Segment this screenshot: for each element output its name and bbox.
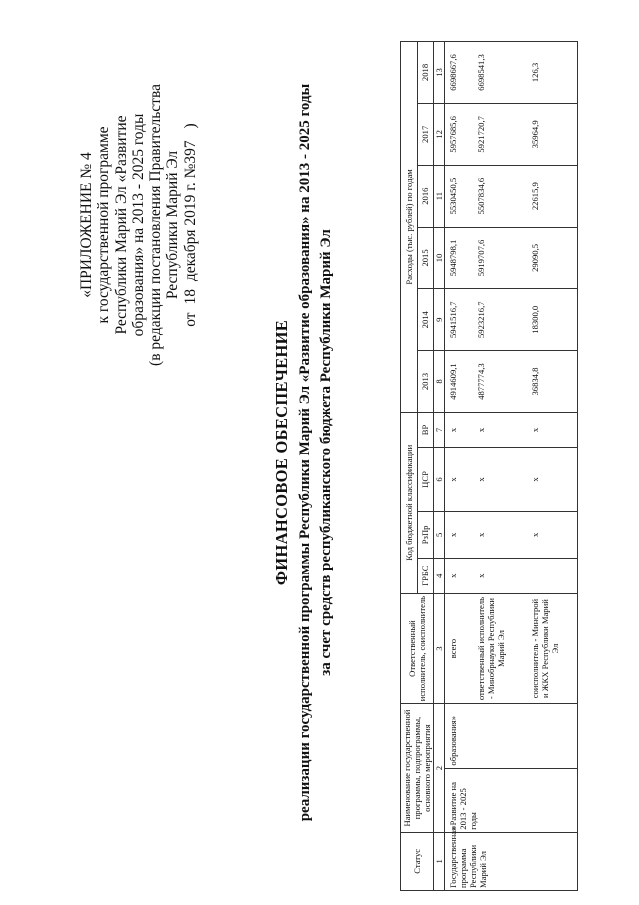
col-number: 10: [434, 227, 445, 289]
col-number: 5: [434, 512, 445, 559]
rzpr-cell: x: [529, 512, 578, 559]
rzpr-cell: x: [475, 512, 529, 559]
value-cell: 5941516,7: [445, 289, 476, 351]
value-cell: 5957685,6: [445, 103, 476, 165]
program-name-cell: «Развитие на 2013 - 2025 годы: [445, 768, 578, 832]
header-name: Наименование государственной программы, подпрограммы, основного мероприятия: [401, 704, 434, 832]
header-grbs: ГРБС: [417, 558, 434, 593]
appendix-line-6: Республики Марий Эл: [164, 150, 182, 300]
value-cell: 5530450,5: [445, 165, 476, 227]
grbs-cell: [529, 558, 578, 593]
col-number: 7: [434, 412, 445, 447]
executor-cell: ответственный исполнитель - Минобрнауки Республики Марий Эл: [475, 593, 529, 704]
header-year-2017: 2017: [417, 103, 434, 165]
grbs-cell: x: [445, 558, 476, 593]
col-number: 13: [434, 42, 445, 104]
date-number: 397: [181, 140, 199, 164]
appendix-date-line: [182, 65, 199, 385]
document-subtitle-2: за счет средств республиканского бюджета Республики Марий Эл: [318, 229, 334, 676]
value-cell: 18300,0: [529, 289, 578, 351]
col-number: 6: [434, 447, 445, 511]
value-cell: 36834,8: [529, 351, 578, 413]
rzpr-cell: x: [445, 512, 476, 559]
header-csr: ЦСР: [417, 447, 434, 511]
value-cell: 22615,9: [529, 165, 578, 227]
value-cell: 126,3: [529, 42, 578, 104]
header-year-2014: 2014: [417, 289, 434, 351]
col-number: 2: [434, 704, 445, 832]
header-year-2018: 2018: [417, 42, 434, 104]
header-year-2016: 2016: [417, 165, 434, 227]
csr-cell: x: [445, 447, 476, 511]
value-cell: 6698541,3: [475, 42, 529, 104]
vr-cell: x: [445, 412, 476, 447]
csr-cell: x: [475, 447, 529, 511]
table-row: [445, 42, 476, 891]
value-cell: 29090,5: [529, 227, 578, 289]
csr-cell: x: [529, 447, 578, 511]
date-prefix: от: [181, 312, 199, 327]
date-month: декабря 2019 г. №: [181, 163, 199, 282]
document-title: ФИНАНСОВОЕ ОБЕСПЕЧЕНИЕ: [272, 319, 291, 586]
program-name-tail-cell: образования»: [445, 704, 578, 768]
appendix-line-2: к государственной программе: [95, 126, 113, 324]
grbs-cell: x: [475, 558, 529, 593]
header-year-2015: 2015: [417, 227, 434, 289]
header-budget-code: Код бюджетной классификации: [401, 412, 418, 593]
header-year-2013: 2013: [417, 351, 434, 413]
date-suffix: ): [181, 123, 199, 129]
value-cell: 4914609,1: [445, 351, 476, 413]
col-number: 3: [434, 593, 445, 704]
status-cell: Государственная программа Республики Марий Эл: [445, 832, 578, 890]
col-number: 9: [434, 289, 445, 351]
value-cell: 4877774,3: [475, 351, 529, 413]
col-number: 8: [434, 351, 445, 413]
header-vr: ВР: [417, 412, 434, 447]
header-executor: Ответственный исполнитель, соисполнитель: [401, 593, 434, 704]
financing-table: [400, 41, 578, 891]
value-cell: 5919707,6: [475, 227, 529, 289]
document-subtitle-1: реализации государственной программы Республики Марий Эл «Развитие образования» на 2013 - 2025 годы: [297, 83, 313, 822]
appendix-line-5: (в редакции постановления Правительства: [147, 84, 165, 366]
value-cell: 6698667,6: [445, 42, 476, 104]
value-cell: 5948798,1: [445, 227, 476, 289]
value-cell: 5921720,7: [475, 103, 529, 165]
value-cell: 35964,9: [529, 103, 578, 165]
executor-cell: соисполнитель - Минстрой и ЖКХ Республики Марий Эл: [529, 593, 578, 704]
col-number: 1: [434, 832, 445, 890]
date-day: 18: [181, 289, 199, 305]
appendix-line-3: Республики Марий Эл «Развитие: [112, 115, 130, 335]
vr-cell: x: [529, 412, 578, 447]
appendix-line-4: образования» на 2013 - 2025 годы: [129, 113, 147, 337]
appendix-header: [78, 65, 199, 385]
col-number: 11: [434, 165, 445, 227]
vr-cell: x: [475, 412, 529, 447]
header-expenses: Расходы (тыс. рублей) по годам: [401, 42, 418, 413]
col-number: 12: [434, 103, 445, 165]
value-cell: 5507834,6: [475, 165, 529, 227]
header-rzpr: РзПр: [417, 512, 434, 559]
header-status: Статус: [401, 832, 434, 890]
executor-cell: всего: [445, 593, 476, 704]
value-cell: 5923216,7: [475, 289, 529, 351]
appendix-line-1: «ПРИЛОЖЕНИЕ № 4: [78, 152, 95, 298]
col-number: 4: [434, 558, 445, 593]
